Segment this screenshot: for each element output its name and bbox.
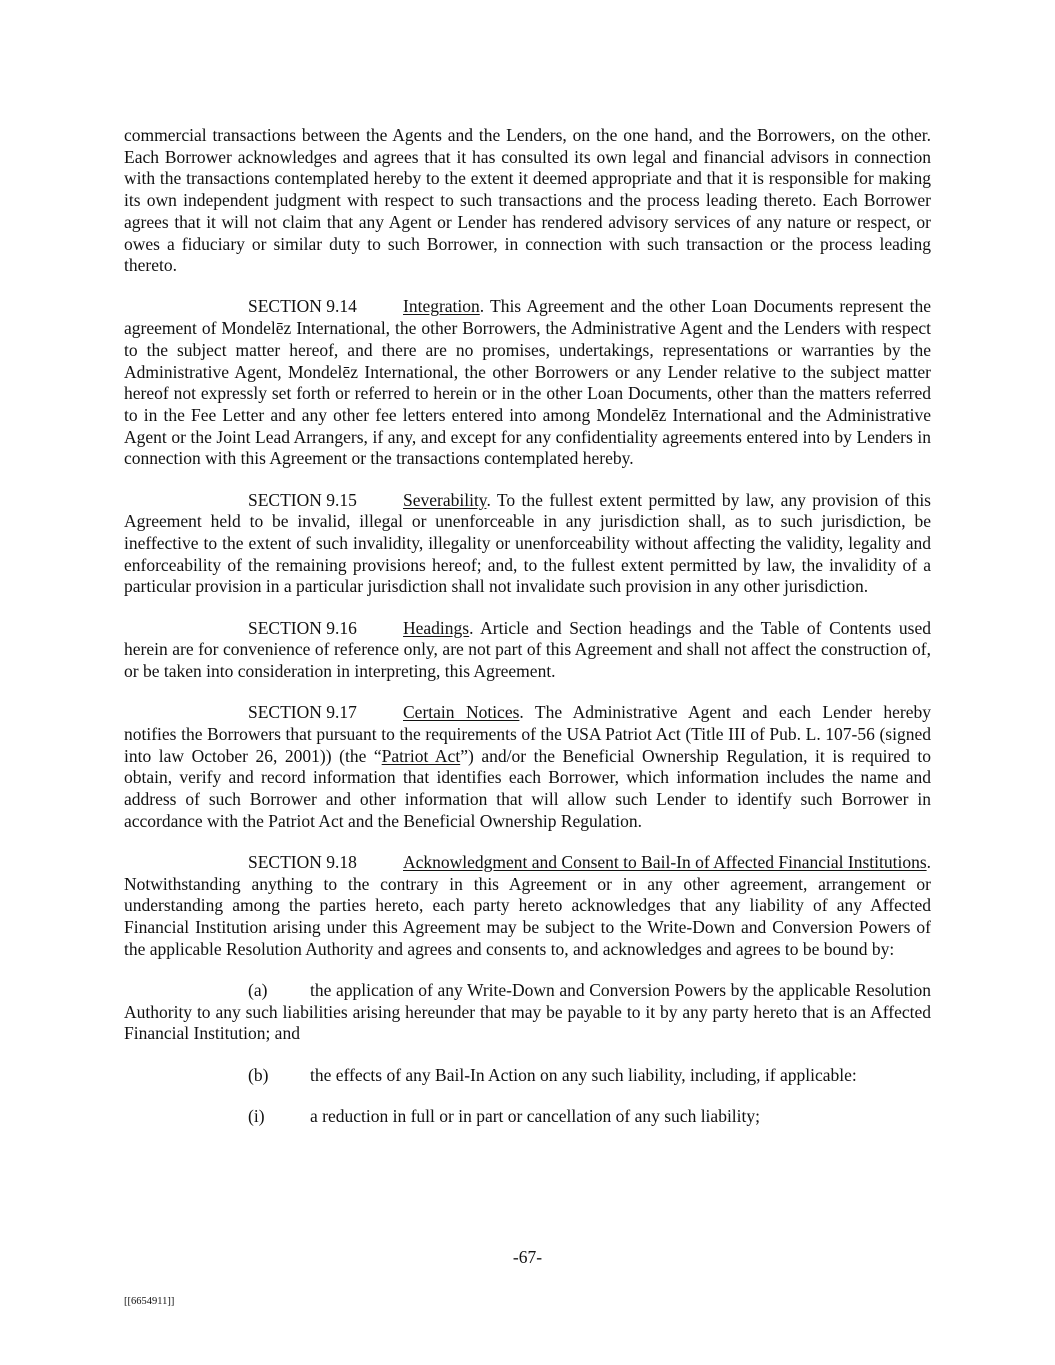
section-heading: Acknowledgment and Consent to Bail-In of Affected Financial Institutions <box>403 851 927 872</box>
document-body <box>124 125 931 1147</box>
item-text: the effects of any Bail-In Action on any such liability, including, if applicable: <box>310 1064 857 1085</box>
item-label: (a) <box>248 979 268 1000</box>
section-9-18 <box>124 852 931 961</box>
section-text: . Notwithstanding anything to the contrary in this Agreement or in any other agreement, arrangement or understanding among the parties hereto, each party hereto acknowledges that any liability of any Affected Financial Institution arising under this Agreement may be subject to the Write-Down and Conversion Powers of the applicable Resolution Authority and agrees and consents to, and acknowledges and agrees to be bound by: <box>124 851 931 959</box>
item-label: (i) <box>248 1105 265 1126</box>
section-9-15 <box>124 490 931 599</box>
section-9-16 <box>124 618 931 683</box>
section-number: SECTION 9.18 <box>248 851 357 872</box>
list-item-a <box>124 980 931 1045</box>
section-heading: Certain Notices <box>403 702 520 723</box>
section-heading: Headings <box>403 617 470 638</box>
section-text: . To the fullest extent permitted by law, any provision of this Agreement held to be invalid, illegal or unenforceable in any jurisdiction shall, as to such jurisdiction, be ineffective to the extent of such invalidity, illegality or unenforceability without affecting the validity, legality and enforceability of the remaining provisions hereof; and, to the fullest extent permitted by law, the invalidity of a particular provision in a particular jurisdiction shall not invalidate such provision in any other jurisdiction. <box>124 489 931 597</box>
defined-term: Patriot Act <box>381 745 461 766</box>
page-number: -67- <box>512 1247 543 1267</box>
section-9-14 <box>124 296 931 470</box>
section-number: SECTION 9.16 <box>248 617 357 638</box>
item-label: (b) <box>248 1064 269 1085</box>
document-id: [[6654911]] <box>124 1296 175 1307</box>
section-number: SECTION 9.14 <box>248 296 357 317</box>
section-text: ”) and/or the Beneficial Ownership Regulation, it is required to obtain, verify and record information that identifies each Borrower, which information includes the name and address of such Borrower and other information that will allow such Lender to identify such Borrower in accordance with the Patriot Act and the Beneficial Ownership Regulation. <box>124 745 932 831</box>
paragraph-intro: commercial transactions between the Agents and the Lenders, on the one hand, and the Borrowers, on the other. Each Borrower acknowledges and agrees that it has consulted its own legal and financial advisors in connection with the transactions contemplated hereby to the extent it deemed appropriate and that it is responsible for making its own independent judgment with respect to such transactions and the process leading thereto. Each Borrower agrees that it will not claim that any Agent or Lender has rendered advisory services of any nature or respect, or owes a fiduciary or similar duty to such Borrower, in connection with such transaction or the process leading thereto. <box>124 125 931 276</box>
section-heading: Severability <box>403 489 487 510</box>
section-9-17 <box>124 702 931 832</box>
list-item-i <box>124 1106 931 1128</box>
section-heading: Integration <box>403 296 480 317</box>
item-text: the application of any Write-Down and Conversion Powers by the applicable Resolution Authority to any such liabilities arising hereunder that may be payable to it by any party hereto that is an Affected Financial Institution; and <box>124 979 931 1044</box>
section-text: . The Administrative Agent and each Lender hereby notifies the Borrowers that pursuant to the requirements of the USA Patriot Act (Title III of Pub. L. 107-56 (signed into law October 26, 2001)) (the “ <box>124 702 931 766</box>
section-text: . This Agreement and the other Loan Documents represent the agreement of Mondelēz International, the other Borrowers, the Administrative Agent and the Lenders with respect to the subject matter hereof, and there are no promises, undertakings, representations or warranties by the Administrative Agent, Mondelēz International, the other Borrowers or any Lender relative to the subject matter hereof not expressly set forth or referred to herein or in the other Loan Documents, other than the matters referred to in the Fee Letter and any other fee letters entered into among Mondelēz International and the Administrative Agent or the Joint Lead Arrangers, if any, and except for any confidentiality agreements entered into by Lenders in connection with this Agreement or the transactions contemplated hereby. <box>124 296 931 469</box>
list-item-b <box>124 1065 931 1087</box>
section-number: SECTION 9.15 <box>248 489 357 510</box>
section-text: . Article and Section headings and the Table of Contents used herein are for convenience of reference only, are not part of this Agreement and shall not affect the construction of, or be taken into consideration in interpreting, this Agreement. <box>124 617 931 681</box>
item-text: a reduction in full or in part or cancellation of any such liability; <box>310 1105 761 1126</box>
section-number: SECTION 9.17 <box>248 702 357 723</box>
